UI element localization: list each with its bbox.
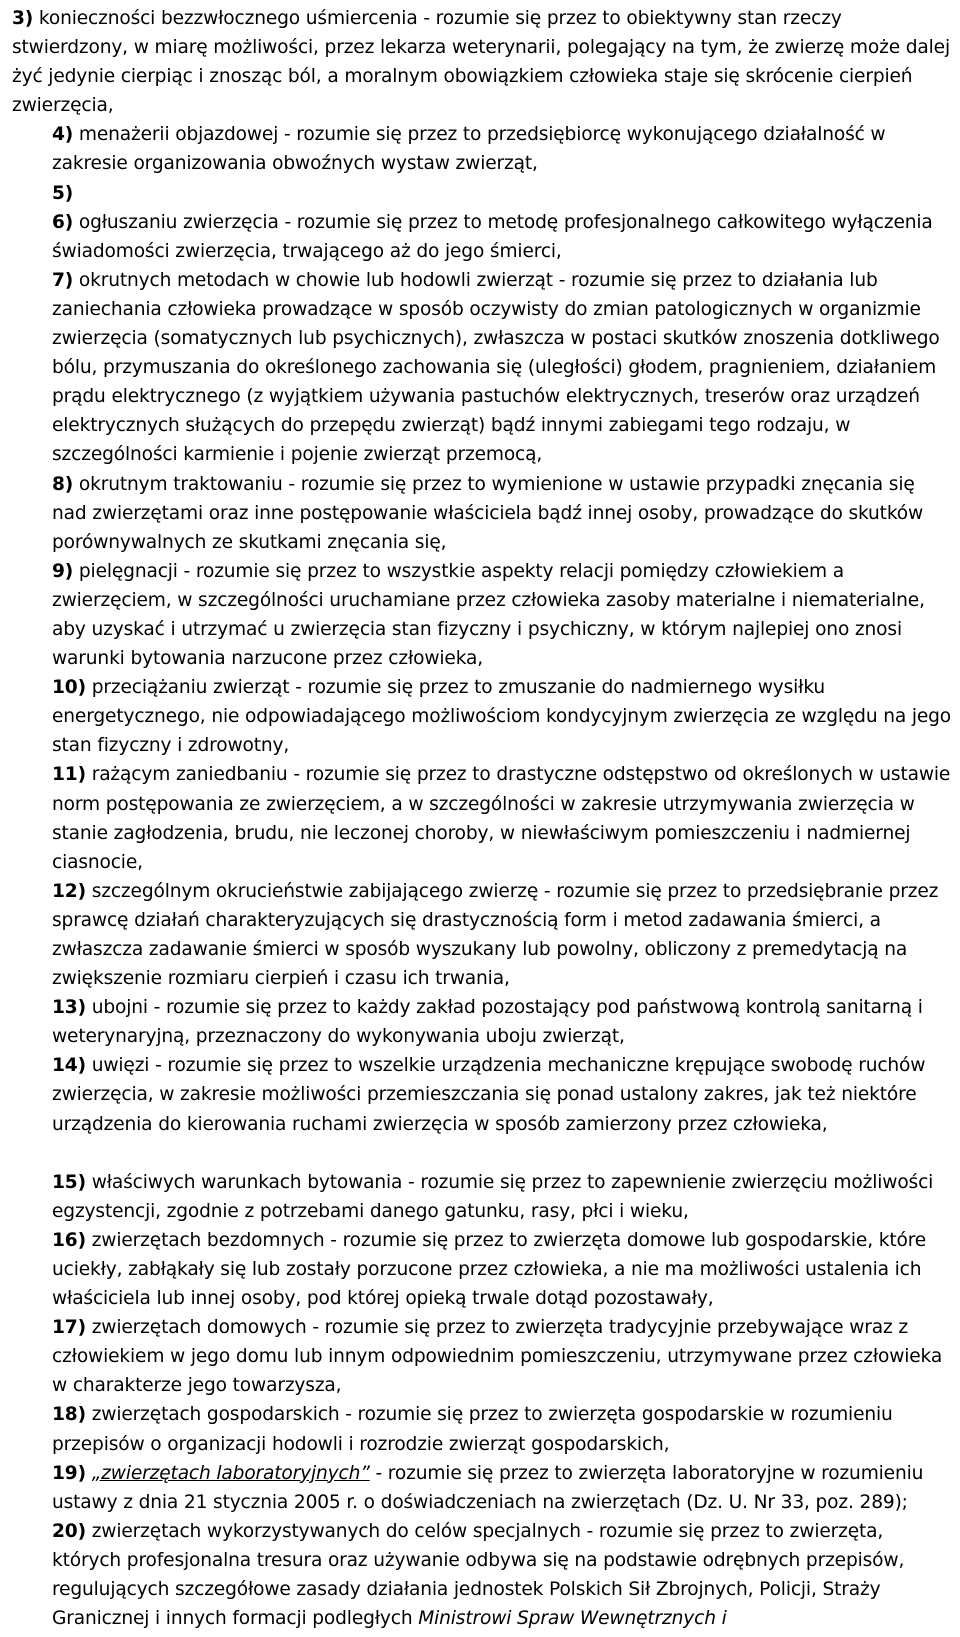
item-text: menażerii objazdowej - rozumie się przez to przedsiębiorcę wykonującego działalność w zakresie organizowania obwoźnych wystaw zwierząt,: [52, 124, 886, 175]
item-number: 19): [52, 1462, 86, 1484]
item-text: - rozumie się przez to zwierzęta laboratoryjne w rozumieniu ustawy z dnia 21 stycznia 2005 r. o doświadczeniach na zwierzętach (Dz. U. Nr 33, poz. 289);: [52, 1462, 924, 1513]
definition-item-17: [12, 1313, 952, 1400]
item-text: właściwych warunkach bytowania - rozumie się przez to zapewnienie zwierzęciu możliwości egzystencji, zgodnie z potrzebami danego gatunku, rasy, płci i wieku,: [52, 1171, 934, 1222]
item-text: okrutnym traktowaniu - rozumie się przez to wymienione w ustawie przypadki znęcania się nad zwierzętami oraz inne postępowanie właściciela bądź innej osoby, prowadzące do skutków porównywalnych ze skutkami znęcania się,: [52, 473, 924, 553]
item-text: zwierzętach wykorzystywanych do celów specjalnych - rozumie się przez to zwierzęta, których profesjonalna tresura oraz używanie odbywa się na podstawie odrębnych przepisów, regulujących szczegółowe zasady działania jednostek Polskich Sił Zbrojnych, Policji, Straży Granicznej i innych formacji podległych: [52, 1520, 905, 1630]
item-number: 8): [52, 473, 74, 495]
definition-item-18: [12, 1400, 952, 1458]
item-text: zwierzętach bezdomnych - rozumie się przez to zwierzęta domowe lub gospodarskie, które uciekły, zabłąkały się lub zostały porzucone przez człowieka, a nie ma możliwości ustalenia ich właściciela lub innej osoby, pod której opieką trwale dotąd pozostawały,: [52, 1229, 927, 1310]
item-number: 6): [52, 211, 74, 233]
definition-item-15: [12, 1168, 952, 1226]
item-number: 4): [52, 124, 74, 146]
definition-item-11: [12, 760, 952, 876]
definition-item-14: [12, 1051, 952, 1138]
item-text: okrutnych metodach w chowie lub hodowli zwierząt - rozumie się przez to działania lub zaniechania człowieka prowadzące w sposób oczywisty do zmian patologicznych w organizmie zwierzęcia (somatycznych lub psychicznych), zwłaszcza w postaci skutków znoszenia dotkliwego bólu, przymuszania do określonego zachowania się (uległości) głodem, pragnieniem, działaniem prądu elektrycznego (z wyjątkiem używania pastuchów elektrycznych, treserów oraz urządzeń elektrycznych służących do przepędu zwierząt) bądź innymi zabiegami tego rodzaju, w szczególności karmienie i pojenie zwierząt przemocą,: [52, 269, 940, 466]
definition-item-6: [12, 208, 952, 266]
item-text: ogłuszaniu zwierzęcia - rozumie się przez to metodę profesjonalnego całkowitego wyłączenia świadomości zwierzęcia, trwającego aż do jego śmierci,: [52, 211, 933, 262]
item-term: „zwierzętach laboratoryjnych”: [91, 1462, 370, 1484]
item-number: 17): [52, 1317, 86, 1339]
item-number: 16): [52, 1229, 86, 1251]
item-text: szczególnym okrucieństwie zabijającego zwierzę - rozumie się przez to przedsiębranie przez sprawcę działań charakteryzujących się drastycznością form i metod zadawania śmierci, a zwłaszcza zadawanie śmierci w sposób wyszukany lub powolny, obliczony z premedytacją na zwiększenie rozmiaru cierpień i czasu ich trwania,: [52, 880, 939, 990]
definition-item-16: [12, 1226, 952, 1313]
definition-item-4: [12, 120, 952, 178]
definition-item-13: [12, 993, 952, 1051]
definition-item-8: [12, 470, 952, 557]
definition-item-10: [12, 673, 952, 760]
definition-item-19: [12, 1459, 952, 1517]
paragraph-gap: [12, 1139, 952, 1168]
item-number: 11): [52, 764, 86, 786]
item-text: zwierzętach gospodarskich - rozumie się przez to zwierzęta gospodarskie w rozumieniu przepisów o organizacji hodowli i rozrodzie zwierząt gospodarskich,: [52, 1404, 893, 1455]
item-number: 9): [52, 560, 74, 582]
definition-item-7: [12, 266, 952, 470]
item-text: pielęgnacji - rozumie się przez to wszystkie aspekty relacji pomiędzy człowiekiem a zwierzęciem, w szczególności uruchamiane przez człowieka zasoby materialne i niematerialne, aby uzyskać i utrzymać u zwierzęcia stan fizyczny i psychiczny, w którym najlepiej ono znosi warunki bytowania narzucone przez człowieka,: [52, 560, 925, 670]
item-text: zwierzętach domowych - rozumie się przez to zwierzęta tradycyjnie przebywające wraz z człowiekiem w jego domu lub innym odpowiednim pomieszczeniu, utrzymywane przez człowieka w charakterze jego towarzysza,: [52, 1317, 943, 1397]
item-number: 18): [52, 1404, 86, 1426]
item-number: 10): [52, 677, 86, 699]
definition-item-20: [12, 1517, 952, 1633]
item-number: 15): [52, 1171, 86, 1193]
item-text: uwięzi - rozumie się przez to wszelkie urządzenia mechaniczne krępujące swobodę ruchów zwierzęcia, w zakresie możliwości przemieszczania się ponad ustalony zakres, jak też niektóre urządzenia do kierowania ruchami zwierzęcia w sposób zamierzony przez człowieka,: [52, 1055, 926, 1135]
definition-item-12: [12, 877, 952, 993]
item-text: rażącym zaniedbaniu - rozumie się przez to drastyczne odstępstwo od określonych w ustawie norm postępowania ze zwierzęciem, a w szczególności w zakresie utrzymywania zwierzęcia w stanie zagłodzenia, brudu, nie leczonej choroby, w niewłaściwym pomieszczeniu i nadmiernej ciasnocie,: [52, 764, 951, 873]
definition-item-3: [12, 4, 952, 120]
item-number: 12): [52, 880, 86, 902]
item-text-italic: Ministrowi Spraw Wewnętrznych i: [418, 1608, 727, 1630]
definition-item-5: [12, 179, 952, 208]
item-text: przeciążaniu zwierząt - rozumie się przez to zmuszanie do nadmiernego wysiłku energetycznego, nie odpowiadającego możliwościom kondycyjnym zwierzęcia ze względu na jego stan fizyczny i zdrowotny,: [52, 677, 952, 757]
item-number: 20): [52, 1520, 86, 1542]
item-number: 3): [12, 8, 34, 29]
item-number: 13): [52, 997, 86, 1019]
item-text: ubojni - rozumie się przez to każdy zakład pozostający pod państwową kontrolą sanitarną i weterynaryjną, przeznaczony do wykonywania uboju zwierząt,: [52, 997, 923, 1048]
definition-item-9: [12, 557, 952, 673]
item-text: konieczności bezzwłocznego uśmiercenia - rozumie się przez to obiektywny stan rzeczy stwierdzony, w miarę możliwości, przez lekarza weterynarii, polegający na tym, że zwierzę może dalej żyć jedynie cierpiąc i znosząc ból, a moralnym obowiązkiem człowieka staje się skrócenie cierpień zwierzęcia,: [12, 8, 950, 117]
item-number: 5): [52, 182, 74, 204]
item-number: 14): [52, 1055, 86, 1077]
item-number: 7): [52, 269, 74, 291]
